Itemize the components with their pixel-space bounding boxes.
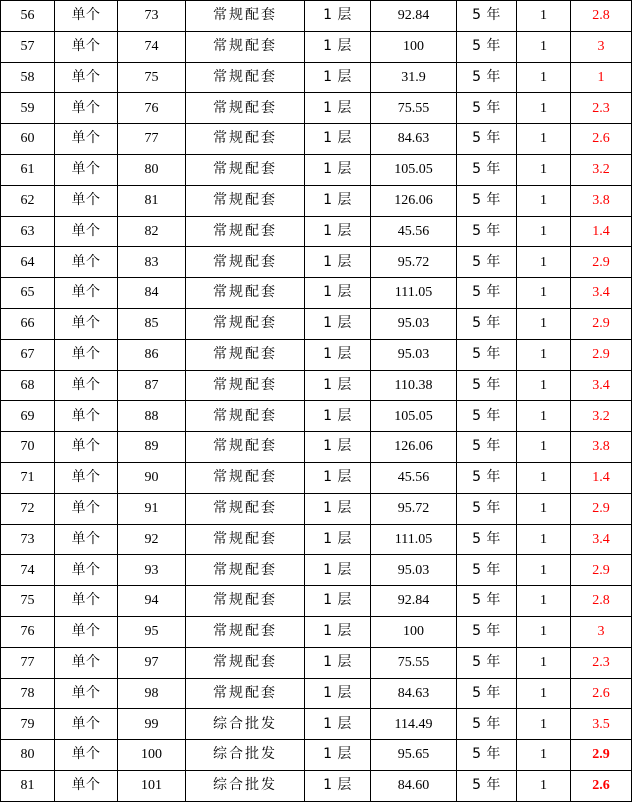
cell-code: 89 bbox=[118, 432, 186, 463]
table-row bbox=[1, 770, 632, 801]
cell-sequence: 65 bbox=[1, 278, 55, 309]
cell-unit: 单个 bbox=[55, 339, 118, 370]
cell-area: 111.05 bbox=[371, 524, 457, 555]
cell-unit: 单个 bbox=[55, 432, 118, 463]
cell-type: 常规配套 bbox=[186, 278, 305, 309]
cell-floor: 1 层 bbox=[305, 401, 371, 432]
cell-floor: 1 层 bbox=[305, 647, 371, 678]
cell-type: 常规配套 bbox=[186, 586, 305, 617]
cell-quantity: 1 bbox=[517, 216, 571, 247]
cell-quantity: 1 bbox=[517, 401, 571, 432]
cell-type: 常规配套 bbox=[186, 370, 305, 401]
cell-floor: 1 层 bbox=[305, 154, 371, 185]
table-row bbox=[1, 647, 632, 678]
cell-type: 常规配套 bbox=[186, 493, 305, 524]
cell-sequence: 78 bbox=[1, 678, 55, 709]
cell-sequence: 67 bbox=[1, 339, 55, 370]
cell-years: 5 年 bbox=[457, 401, 517, 432]
cell-sequence: 68 bbox=[1, 370, 55, 401]
cell-type: 常规配套 bbox=[186, 93, 305, 124]
cell-sequence: 69 bbox=[1, 401, 55, 432]
cell-coefficient: 3 bbox=[571, 31, 632, 62]
cell-code: 85 bbox=[118, 308, 186, 339]
cell-coefficient: 2.9 bbox=[571, 740, 632, 771]
cell-quantity: 1 bbox=[517, 185, 571, 216]
cell-code: 73 bbox=[118, 1, 186, 32]
cell-quantity: 1 bbox=[517, 647, 571, 678]
table-row bbox=[1, 308, 632, 339]
cell-area: 95.72 bbox=[371, 493, 457, 524]
table-row bbox=[1, 278, 632, 309]
cell-years: 5 年 bbox=[457, 93, 517, 124]
cell-unit: 单个 bbox=[55, 401, 118, 432]
cell-code: 76 bbox=[118, 93, 186, 124]
cell-area: 95.03 bbox=[371, 555, 457, 586]
cell-years: 5 年 bbox=[457, 524, 517, 555]
cell-sequence: 56 bbox=[1, 1, 55, 32]
table-row bbox=[1, 524, 632, 555]
cell-quantity: 1 bbox=[517, 1, 571, 32]
cell-floor: 1 层 bbox=[305, 555, 371, 586]
cell-quantity: 1 bbox=[517, 93, 571, 124]
cell-coefficient: 1.4 bbox=[571, 462, 632, 493]
cell-floor: 1 层 bbox=[305, 31, 371, 62]
cell-type: 常规配套 bbox=[186, 462, 305, 493]
cell-quantity: 1 bbox=[517, 432, 571, 463]
cell-floor: 1 层 bbox=[305, 740, 371, 771]
table-row bbox=[1, 493, 632, 524]
cell-unit: 单个 bbox=[55, 31, 118, 62]
cell-years: 5 年 bbox=[457, 432, 517, 463]
cell-code: 84 bbox=[118, 278, 186, 309]
cell-sequence: 59 bbox=[1, 93, 55, 124]
table-row bbox=[1, 370, 632, 401]
cell-unit: 单个 bbox=[55, 308, 118, 339]
cell-type: 常规配套 bbox=[186, 247, 305, 278]
cell-years: 5 年 bbox=[457, 740, 517, 771]
cell-sequence: 72 bbox=[1, 493, 55, 524]
cell-unit: 单个 bbox=[55, 586, 118, 617]
cell-sequence: 75 bbox=[1, 586, 55, 617]
cell-years: 5 年 bbox=[457, 185, 517, 216]
cell-coefficient: 3.2 bbox=[571, 154, 632, 185]
cell-unit: 单个 bbox=[55, 93, 118, 124]
table-row bbox=[1, 555, 632, 586]
cell-coefficient: 2.3 bbox=[571, 93, 632, 124]
cell-sequence: 76 bbox=[1, 616, 55, 647]
cell-type: 常规配套 bbox=[186, 216, 305, 247]
cell-unit: 单个 bbox=[55, 524, 118, 555]
cell-area: 45.56 bbox=[371, 462, 457, 493]
cell-years: 5 年 bbox=[457, 278, 517, 309]
table-row bbox=[1, 62, 632, 93]
cell-type: 常规配套 bbox=[186, 308, 305, 339]
table-row bbox=[1, 247, 632, 278]
cell-sequence: 80 bbox=[1, 740, 55, 771]
cell-quantity: 1 bbox=[517, 370, 571, 401]
cell-years: 5 年 bbox=[457, 247, 517, 278]
cell-sequence: 58 bbox=[1, 62, 55, 93]
cell-sequence: 73 bbox=[1, 524, 55, 555]
table-row bbox=[1, 586, 632, 617]
cell-unit: 单个 bbox=[55, 1, 118, 32]
cell-coefficient: 2.6 bbox=[571, 770, 632, 801]
cell-code: 75 bbox=[118, 62, 186, 93]
cell-type: 常规配套 bbox=[186, 31, 305, 62]
cell-quantity: 1 bbox=[517, 31, 571, 62]
cell-quantity: 1 bbox=[517, 124, 571, 155]
cell-unit: 单个 bbox=[55, 370, 118, 401]
cell-code: 98 bbox=[118, 678, 186, 709]
cell-area: 110.38 bbox=[371, 370, 457, 401]
table-row bbox=[1, 339, 632, 370]
cell-unit: 单个 bbox=[55, 740, 118, 771]
cell-type: 常规配套 bbox=[186, 1, 305, 32]
cell-quantity: 1 bbox=[517, 278, 571, 309]
cell-area: 31.9 bbox=[371, 62, 457, 93]
cell-unit: 单个 bbox=[55, 709, 118, 740]
cell-floor: 1 层 bbox=[305, 709, 371, 740]
cell-type: 常规配套 bbox=[186, 678, 305, 709]
table-row bbox=[1, 216, 632, 247]
cell-quantity: 1 bbox=[517, 62, 571, 93]
cell-area: 45.56 bbox=[371, 216, 457, 247]
cell-quantity: 1 bbox=[517, 709, 571, 740]
cell-sequence: 70 bbox=[1, 432, 55, 463]
cell-unit: 单个 bbox=[55, 493, 118, 524]
cell-years: 5 年 bbox=[457, 555, 517, 586]
cell-floor: 1 层 bbox=[305, 524, 371, 555]
cell-unit: 单个 bbox=[55, 555, 118, 586]
cell-area: 92.84 bbox=[371, 1, 457, 32]
cell-quantity: 1 bbox=[517, 154, 571, 185]
cell-coefficient: 2.3 bbox=[571, 647, 632, 678]
cell-floor: 1 层 bbox=[305, 339, 371, 370]
cell-years: 5 年 bbox=[457, 370, 517, 401]
table-row bbox=[1, 616, 632, 647]
cell-floor: 1 层 bbox=[305, 616, 371, 647]
cell-quantity: 1 bbox=[517, 740, 571, 771]
table-row bbox=[1, 185, 632, 216]
table-row bbox=[1, 740, 632, 771]
cell-quantity: 1 bbox=[517, 247, 571, 278]
cell-floor: 1 层 bbox=[305, 93, 371, 124]
cell-sequence: 79 bbox=[1, 709, 55, 740]
cell-coefficient: 2.9 bbox=[571, 247, 632, 278]
cell-unit: 单个 bbox=[55, 278, 118, 309]
cell-type: 常规配套 bbox=[186, 124, 305, 155]
cell-code: 87 bbox=[118, 370, 186, 401]
cell-floor: 1 层 bbox=[305, 216, 371, 247]
cell-unit: 单个 bbox=[55, 678, 118, 709]
cell-floor: 1 层 bbox=[305, 124, 371, 155]
cell-type: 综合批发 bbox=[186, 709, 305, 740]
cell-sequence: 60 bbox=[1, 124, 55, 155]
table-row bbox=[1, 678, 632, 709]
cell-quantity: 1 bbox=[517, 462, 571, 493]
cell-area: 95.03 bbox=[371, 308, 457, 339]
cell-type: 常规配套 bbox=[186, 339, 305, 370]
cell-unit: 单个 bbox=[55, 247, 118, 278]
cell-type: 综合批发 bbox=[186, 740, 305, 771]
cell-floor: 1 层 bbox=[305, 770, 371, 801]
cell-coefficient: 3.2 bbox=[571, 401, 632, 432]
cell-years: 5 年 bbox=[457, 154, 517, 185]
cell-quantity: 1 bbox=[517, 555, 571, 586]
cell-type: 常规配套 bbox=[186, 185, 305, 216]
cell-coefficient: 2.6 bbox=[571, 124, 632, 155]
cell-floor: 1 层 bbox=[305, 678, 371, 709]
cell-code: 93 bbox=[118, 555, 186, 586]
cell-sequence: 57 bbox=[1, 31, 55, 62]
cell-floor: 1 层 bbox=[305, 247, 371, 278]
cell-years: 5 年 bbox=[457, 339, 517, 370]
cell-unit: 单个 bbox=[55, 185, 118, 216]
cell-code: 77 bbox=[118, 124, 186, 155]
cell-unit: 单个 bbox=[55, 770, 118, 801]
cell-type: 综合批发 bbox=[186, 770, 305, 801]
cell-area: 111.05 bbox=[371, 278, 457, 309]
cell-code: 95 bbox=[118, 616, 186, 647]
cell-floor: 1 层 bbox=[305, 278, 371, 309]
cell-area: 84.63 bbox=[371, 678, 457, 709]
cell-quantity: 1 bbox=[517, 678, 571, 709]
cell-code: 83 bbox=[118, 247, 186, 278]
cell-area: 75.55 bbox=[371, 647, 457, 678]
cell-coefficient: 3.4 bbox=[571, 278, 632, 309]
cell-floor: 1 层 bbox=[305, 432, 371, 463]
cell-sequence: 71 bbox=[1, 462, 55, 493]
cell-coefficient: 2.9 bbox=[571, 555, 632, 586]
cell-area: 95.65 bbox=[371, 740, 457, 771]
cell-years: 5 年 bbox=[457, 493, 517, 524]
cell-years: 5 年 bbox=[457, 770, 517, 801]
cell-code: 86 bbox=[118, 339, 186, 370]
cell-coefficient: 2.9 bbox=[571, 308, 632, 339]
cell-type: 常规配套 bbox=[186, 647, 305, 678]
cell-floor: 1 层 bbox=[305, 493, 371, 524]
cell-quantity: 1 bbox=[517, 770, 571, 801]
cell-unit: 单个 bbox=[55, 647, 118, 678]
cell-area: 84.60 bbox=[371, 770, 457, 801]
cell-type: 常规配套 bbox=[186, 401, 305, 432]
cell-years: 5 年 bbox=[457, 462, 517, 493]
cell-coefficient: 2.9 bbox=[571, 339, 632, 370]
cell-coefficient: 1.4 bbox=[571, 216, 632, 247]
cell-type: 常规配套 bbox=[186, 432, 305, 463]
cell-floor: 1 层 bbox=[305, 185, 371, 216]
cell-years: 5 年 bbox=[457, 308, 517, 339]
table-row bbox=[1, 401, 632, 432]
cell-code: 88 bbox=[118, 401, 186, 432]
cell-unit: 单个 bbox=[55, 616, 118, 647]
cell-type: 常规配套 bbox=[186, 555, 305, 586]
cell-floor: 1 层 bbox=[305, 1, 371, 32]
cell-type: 常规配套 bbox=[186, 524, 305, 555]
cell-coefficient: 1 bbox=[571, 62, 632, 93]
table-row bbox=[1, 31, 632, 62]
cell-years: 5 年 bbox=[457, 62, 517, 93]
cell-floor: 1 层 bbox=[305, 370, 371, 401]
table-row bbox=[1, 462, 632, 493]
table-row bbox=[1, 154, 632, 185]
cell-sequence: 64 bbox=[1, 247, 55, 278]
cell-years: 5 年 bbox=[457, 586, 517, 617]
cell-type: 常规配套 bbox=[186, 154, 305, 185]
cell-years: 5 年 bbox=[457, 31, 517, 62]
cell-area: 100 bbox=[371, 616, 457, 647]
cell-code: 74 bbox=[118, 31, 186, 62]
cell-unit: 单个 bbox=[55, 216, 118, 247]
cell-code: 82 bbox=[118, 216, 186, 247]
cell-sequence: 62 bbox=[1, 185, 55, 216]
cell-area: 100 bbox=[371, 31, 457, 62]
cell-area: 126.06 bbox=[371, 185, 457, 216]
cell-code: 99 bbox=[118, 709, 186, 740]
cell-coefficient: 3.8 bbox=[571, 185, 632, 216]
cell-quantity: 1 bbox=[517, 493, 571, 524]
cell-unit: 单个 bbox=[55, 154, 118, 185]
cell-coefficient: 3 bbox=[571, 616, 632, 647]
table-row bbox=[1, 124, 632, 155]
cell-code: 81 bbox=[118, 185, 186, 216]
cell-sequence: 77 bbox=[1, 647, 55, 678]
cell-quantity: 1 bbox=[517, 308, 571, 339]
cell-unit: 单个 bbox=[55, 124, 118, 155]
table-row bbox=[1, 1, 632, 32]
cell-code: 100 bbox=[118, 740, 186, 771]
cell-area: 84.63 bbox=[371, 124, 457, 155]
cell-years: 5 年 bbox=[457, 1, 517, 32]
cell-floor: 1 层 bbox=[305, 308, 371, 339]
cell-area: 95.03 bbox=[371, 339, 457, 370]
cell-area: 126.06 bbox=[371, 432, 457, 463]
cell-floor: 1 层 bbox=[305, 62, 371, 93]
cell-unit: 单个 bbox=[55, 62, 118, 93]
cell-unit: 单个 bbox=[55, 462, 118, 493]
cell-years: 5 年 bbox=[457, 616, 517, 647]
cell-sequence: 66 bbox=[1, 308, 55, 339]
cell-coefficient: 2.6 bbox=[571, 678, 632, 709]
table-body bbox=[1, 1, 632, 802]
cell-years: 5 年 bbox=[457, 647, 517, 678]
cell-sequence: 61 bbox=[1, 154, 55, 185]
cell-area: 95.72 bbox=[371, 247, 457, 278]
cell-sequence: 63 bbox=[1, 216, 55, 247]
cell-code: 92 bbox=[118, 524, 186, 555]
cell-type: 常规配套 bbox=[186, 616, 305, 647]
cell-area: 105.05 bbox=[371, 401, 457, 432]
cell-area: 92.84 bbox=[371, 586, 457, 617]
cell-sequence: 81 bbox=[1, 770, 55, 801]
cell-years: 5 年 bbox=[457, 124, 517, 155]
cell-area: 114.49 bbox=[371, 709, 457, 740]
cell-floor: 1 层 bbox=[305, 462, 371, 493]
cell-code: 90 bbox=[118, 462, 186, 493]
cell-code: 101 bbox=[118, 770, 186, 801]
cell-sequence: 74 bbox=[1, 555, 55, 586]
cell-code: 91 bbox=[118, 493, 186, 524]
cell-quantity: 1 bbox=[517, 586, 571, 617]
cell-code: 80 bbox=[118, 154, 186, 185]
table-row bbox=[1, 709, 632, 740]
cell-coefficient: 3.5 bbox=[571, 709, 632, 740]
cell-years: 5 年 bbox=[457, 678, 517, 709]
cell-quantity: 1 bbox=[517, 524, 571, 555]
cell-code: 94 bbox=[118, 586, 186, 617]
cell-floor: 1 层 bbox=[305, 586, 371, 617]
cell-coefficient: 3.8 bbox=[571, 432, 632, 463]
cell-quantity: 1 bbox=[517, 339, 571, 370]
cell-coefficient: 2.8 bbox=[571, 1, 632, 32]
cell-years: 5 年 bbox=[457, 709, 517, 740]
cell-coefficient: 3.4 bbox=[571, 524, 632, 555]
cell-coefficient: 2.8 bbox=[571, 586, 632, 617]
table-row bbox=[1, 432, 632, 463]
cell-area: 75.55 bbox=[371, 93, 457, 124]
table-row bbox=[1, 93, 632, 124]
cell-quantity: 1 bbox=[517, 616, 571, 647]
cell-coefficient: 3.4 bbox=[571, 370, 632, 401]
cell-area: 105.05 bbox=[371, 154, 457, 185]
cell-code: 97 bbox=[118, 647, 186, 678]
cell-coefficient: 2.9 bbox=[571, 493, 632, 524]
cell-years: 5 年 bbox=[457, 216, 517, 247]
cell-type: 常规配套 bbox=[186, 62, 305, 93]
